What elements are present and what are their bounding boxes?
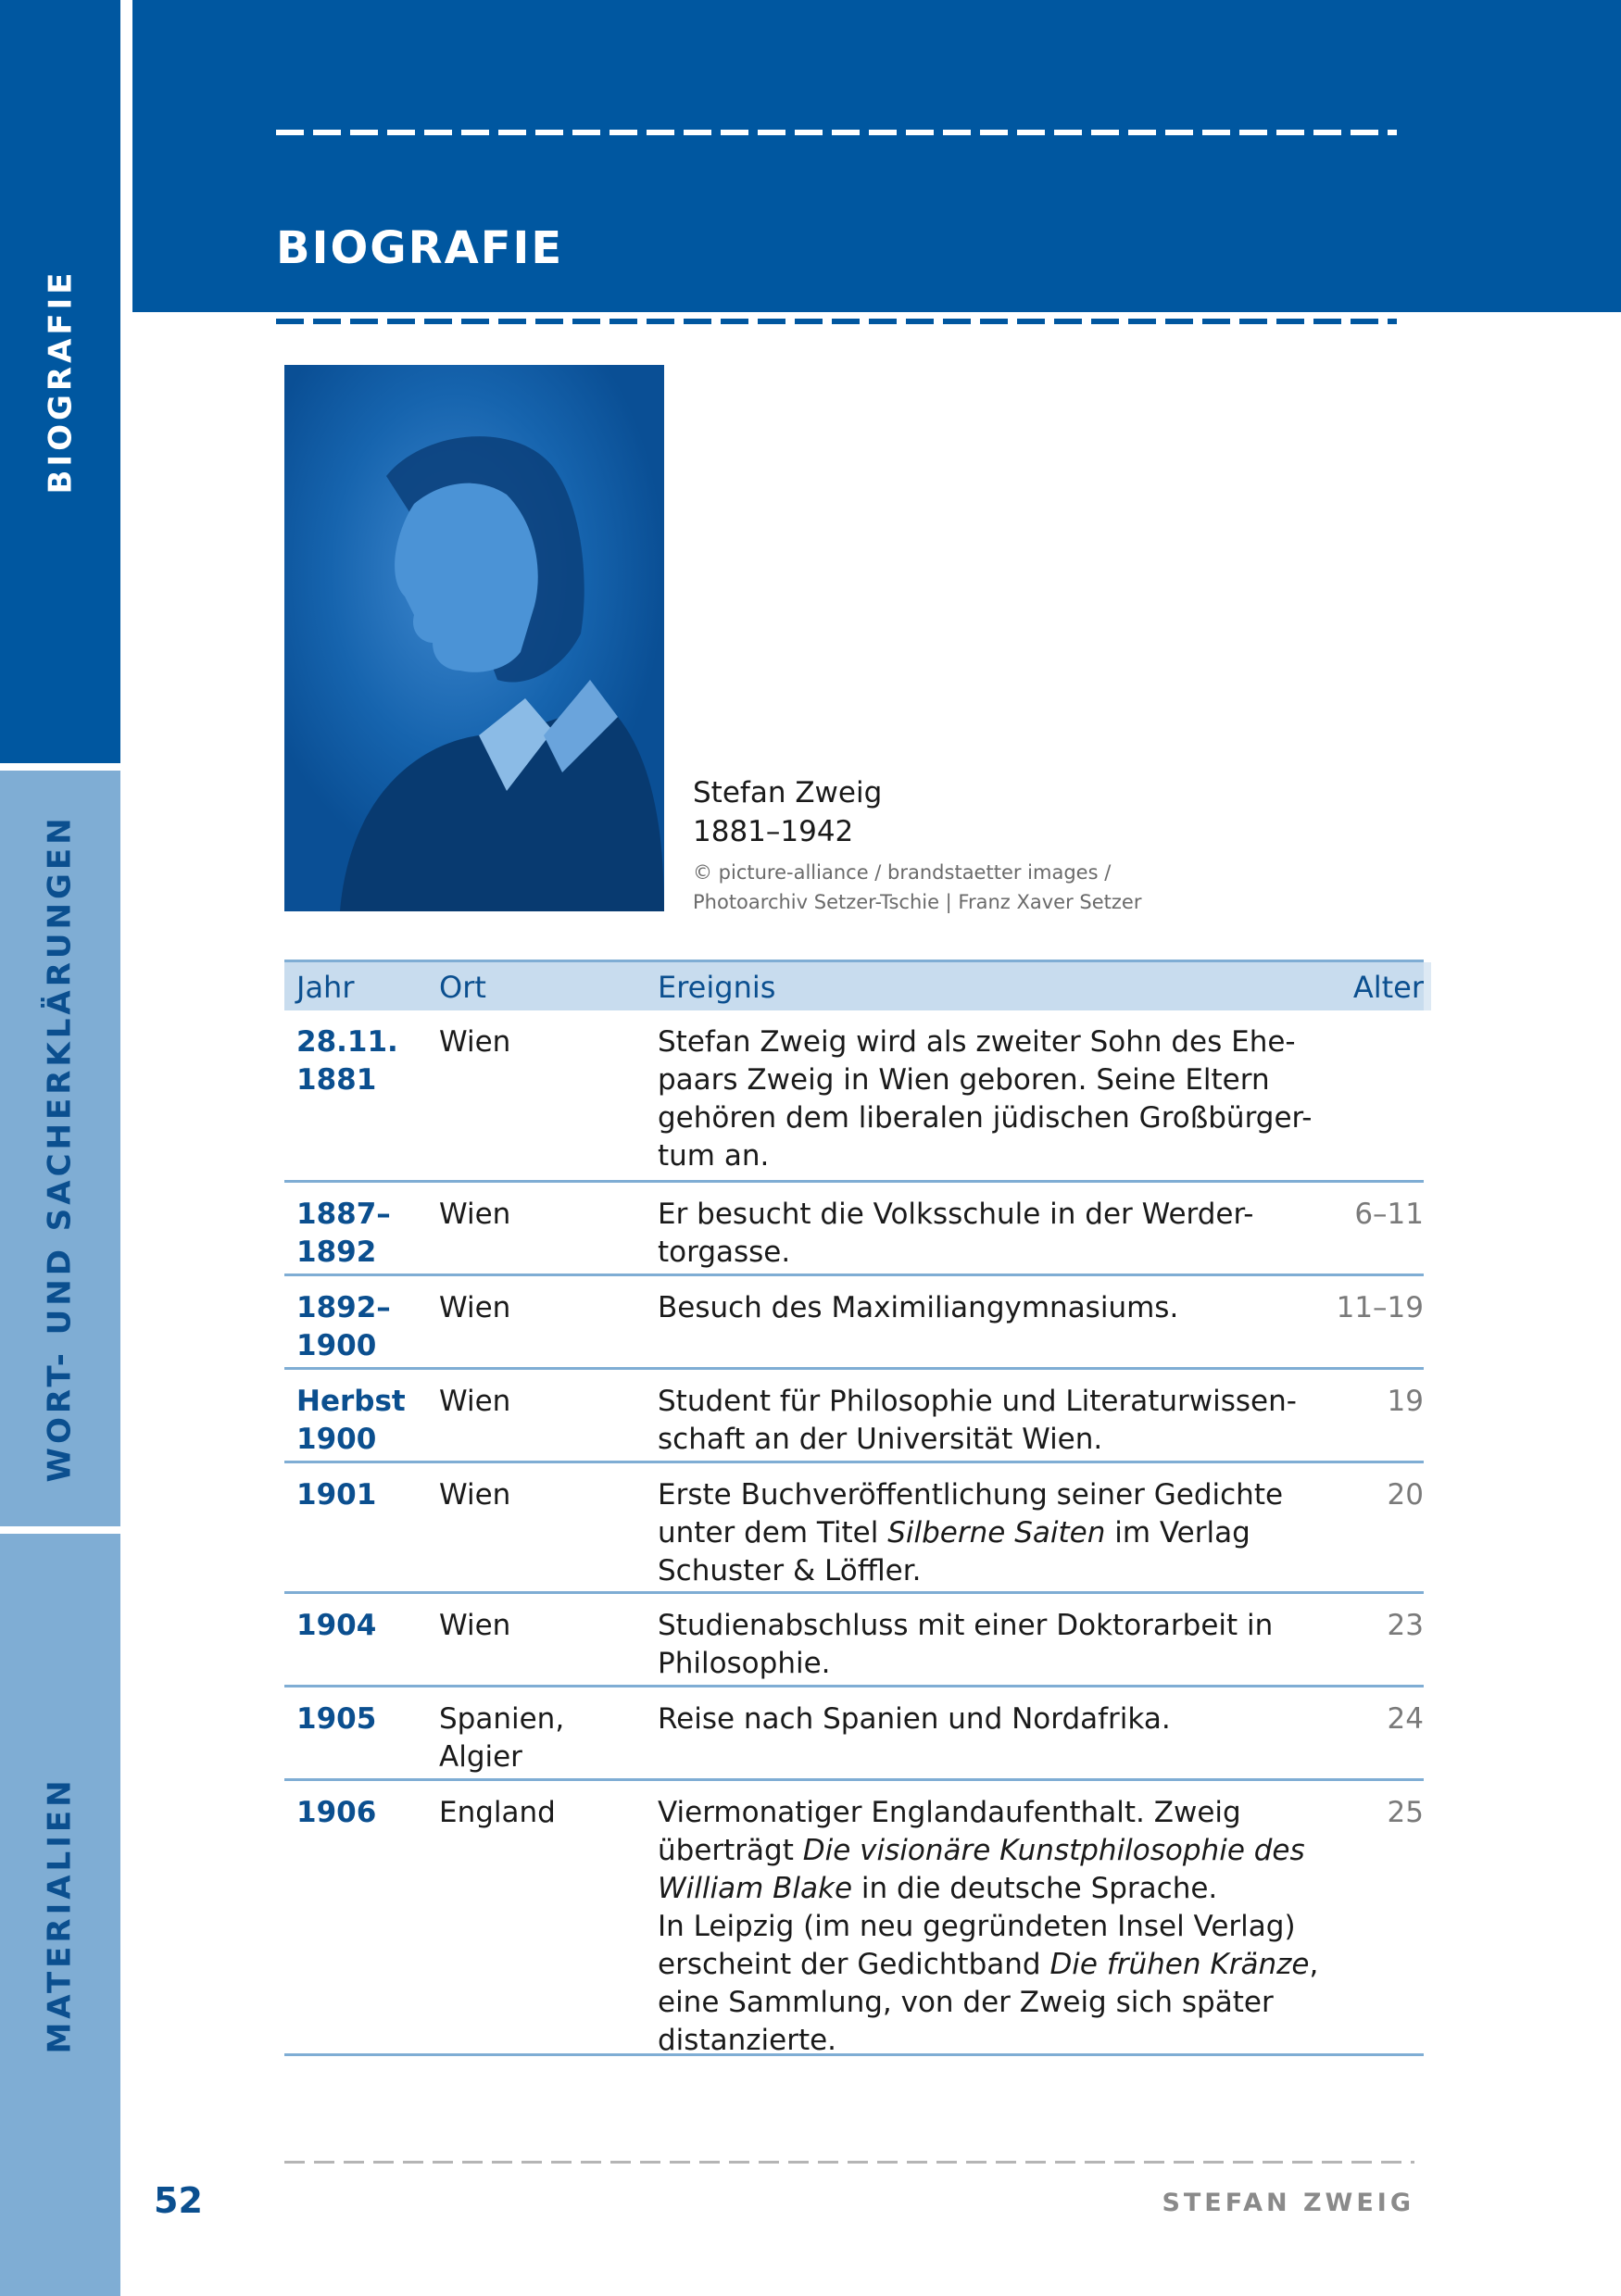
sidebar-tab-wort-und-sacherklaerungen[interactable] (0, 771, 120, 1526)
cell-jahr (296, 1383, 426, 1459)
cell-ort (439, 1289, 634, 1327)
cell-ereignis (658, 1196, 1306, 1272)
cell-ereignis (658, 1023, 1313, 1175)
footer-author: STEFAN ZWEIG (1162, 2189, 1414, 2217)
header-divider-top (276, 130, 1397, 135)
ereignis-text: Stefan Zweig wird als zweiter Sohn des Ehe- (658, 1025, 1296, 1059)
ort-text: Algier (439, 1740, 522, 1774)
sidebar-tab-materialien[interactable] (0, 1534, 120, 2296)
cell-ereignis (658, 1289, 1306, 1327)
ereignis-line (658, 1234, 1306, 1272)
table-row (284, 1594, 1424, 1687)
cell-alter: 11–19 (1336, 1291, 1424, 1324)
cell-ort (439, 1794, 634, 1832)
ereignis-line (658, 1946, 1319, 1984)
ereignis-text: Philosophie. (658, 1647, 831, 1680)
column-header-ort: Ort (439, 970, 486, 1005)
page-number: 52 (154, 2180, 203, 2221)
ort-text: Wien (439, 1385, 511, 1418)
ereignis-text: schaft an der Universität Wien. (658, 1423, 1103, 1456)
ereignis-text: eine Sammlung, von der Zweig sich später (658, 1986, 1274, 2019)
page-title: BIOGRAFIE (276, 222, 564, 274)
ereignis-text: torgasse. (658, 1236, 791, 1269)
ereignis-line (658, 1476, 1306, 1514)
portrait-photo (284, 365, 664, 911)
cell-jahr (296, 1607, 426, 1645)
cell-ereignis (658, 1700, 1306, 1738)
jahr-text: 1892– (296, 1291, 391, 1324)
ereignis-text: in die deutsche Sprache. (852, 1872, 1218, 1905)
cell-alter: 23 (1387, 1609, 1424, 1642)
jahr-text: 1904 (296, 1609, 377, 1642)
table-body (284, 1010, 1424, 2056)
ort-text: Wien (439, 1609, 511, 1642)
jahr-text: 1887– (296, 1198, 391, 1231)
cell-jahr (296, 1794, 426, 1832)
ereignis-line (658, 1196, 1306, 1234)
ereignis-line (658, 1870, 1306, 1908)
ort-text: Wien (439, 1478, 511, 1512)
jahr-text: 1900 (296, 1423, 377, 1456)
ereignis-title-italic: William Blake (658, 1872, 853, 1905)
ereignis-line (658, 1421, 1306, 1459)
cell-ereignis (658, 1607, 1306, 1683)
cell-ort (439, 1383, 634, 1421)
ereignis-text: unter dem Titel (658, 1516, 888, 1549)
cell-alter: 25 (1387, 1796, 1424, 1829)
cell-jahr (296, 1700, 426, 1738)
ort-text: Wien (439, 1291, 511, 1324)
table-row (284, 1781, 1424, 2056)
ereignis-text: Viermonatiger Englandaufenthalt. Zweig (658, 1796, 1241, 1829)
cell-ort (439, 1700, 634, 1776)
ereignis-text: Student für Philosophie und Literaturwissen- (658, 1385, 1297, 1418)
ereignis-text: Reise nach Spanien und Nordafrika. (658, 1702, 1171, 1736)
cell-jahr (296, 1023, 426, 1099)
column-header-jahr: Jahr (296, 970, 355, 1005)
ort-text: Wien (439, 1198, 511, 1231)
ereignis-text: Schuster & Löffler. (658, 1554, 922, 1587)
column-header-ereignis: Ereignis (658, 970, 776, 1005)
ereignis-line (658, 1289, 1306, 1327)
jahr-text: 1905 (296, 1702, 377, 1736)
ereignis-line (658, 1645, 1306, 1683)
ereignis-title-italic: Die frühen Kränze (1049, 1948, 1310, 1981)
ereignis-text: erscheint der Gedichtband (658, 1948, 1050, 1981)
cell-ereignis (658, 1794, 1319, 2060)
table-row (284, 1370, 1424, 1463)
photo-caption-years: 1881–1942 (693, 815, 854, 848)
ereignis-text: In Leipzig (im neu gegründeten Insel Verlag) (658, 1910, 1296, 1943)
ereignis-text: tum an. (658, 1139, 770, 1173)
table-row (284, 1010, 1424, 1183)
ereignis-line (658, 1607, 1306, 1645)
jahr-text: 1900 (296, 1329, 377, 1362)
ereignis-line (658, 1908, 1306, 1946)
photo-credit: Photoarchiv Setzer-Tschie | Franz Xaver Setzer (693, 891, 1142, 913)
ereignis-text: Besuch des Maximiliangymnasiums. (658, 1291, 1179, 1324)
cell-ort (439, 1607, 634, 1645)
ereignis-text: Studienabschluss mit einer Doktorarbeit in (658, 1609, 1274, 1642)
ereignis-line (658, 2022, 1306, 2060)
cell-ort (439, 1196, 634, 1234)
sidebar-tab-label: BIOGRAFIE (42, 269, 80, 495)
cell-alter: 20 (1387, 1478, 1424, 1512)
ereignis-line (658, 1023, 1306, 1061)
cell-jahr (296, 1196, 426, 1272)
column-header-alter: Alter (1352, 970, 1424, 1005)
cell-jahr (296, 1289, 426, 1365)
table-row (284, 1276, 1424, 1370)
photo-caption-name: Stefan Zweig (693, 776, 883, 809)
ereignis-title-italic: Silberne Saiten (887, 1516, 1106, 1549)
jahr-text: Herbst (296, 1385, 406, 1418)
ereignis-text: überträgt (658, 1834, 803, 1867)
header-divider-bottom (276, 319, 1397, 324)
ereignis-line (658, 1099, 1313, 1137)
ereignis-text: paars Zweig in Wien geboren. Seine Eltern (658, 1063, 1270, 1097)
cell-ereignis (658, 1383, 1306, 1459)
ereignis-line (658, 1514, 1306, 1552)
ereignis-title-italic: Die visionäre Kunstphilosophie des (802, 1834, 1305, 1867)
table-row (284, 1687, 1424, 1781)
ereignis-text: distanzierte. (658, 2024, 837, 2057)
ort-text: Spanien, (439, 1702, 565, 1736)
ereignis-text: , (1309, 1948, 1319, 1981)
portrait-image (284, 365, 664, 911)
cell-alter: 19 (1387, 1385, 1424, 1418)
jahr-text: 28.11. (296, 1025, 398, 1059)
cell-jahr (296, 1476, 426, 1514)
jahr-text: 1881 (296, 1063, 377, 1097)
photo-credit: © picture-alliance / brandstaetter images / (693, 861, 1112, 884)
ereignis-line (658, 1137, 1306, 1175)
ereignis-text: Er besucht die Volksschule in der Werder- (658, 1198, 1254, 1231)
table-header (284, 960, 1424, 1010)
ort-text: Wien (439, 1025, 511, 1059)
cell-alter: 24 (1387, 1702, 1424, 1736)
cell-alter: 6–11 (1354, 1198, 1424, 1231)
jahr-text: 1906 (296, 1796, 377, 1829)
ereignis-line (658, 1061, 1306, 1099)
ereignis-text: im Verlag (1105, 1516, 1250, 1549)
sidebar-tab-label: MATERIALIEN (42, 1775, 80, 2054)
table-row (284, 1183, 1424, 1276)
biography-table (284, 960, 1424, 2056)
ereignis-text: gehören dem liberalen jüdischen Großbürger- (658, 1101, 1313, 1135)
ereignis-line (658, 1700, 1306, 1738)
table-row (284, 1463, 1424, 1594)
ereignis-text: Erste Buchveröffentlichung seiner Gedichte (658, 1478, 1284, 1512)
ereignis-line (658, 1794, 1306, 1832)
ort-text: England (439, 1796, 556, 1829)
cell-ort (439, 1476, 634, 1514)
ereignis-line (658, 1383, 1306, 1421)
ereignis-line (658, 1832, 1306, 1870)
sidebar-tab-biografie[interactable] (0, 0, 120, 763)
ereignis-line (658, 1984, 1306, 2022)
jahr-text: 1901 (296, 1478, 377, 1512)
jahr-text: 1892 (296, 1236, 377, 1269)
cell-ereignis (658, 1476, 1306, 1590)
footer-divider (284, 2161, 1414, 2164)
cell-ort (439, 1023, 634, 1061)
sidebar-tab-label: WORT- UND SACHERKLÄRUNGEN (42, 814, 80, 1483)
ereignis-line (658, 1552, 1306, 1590)
